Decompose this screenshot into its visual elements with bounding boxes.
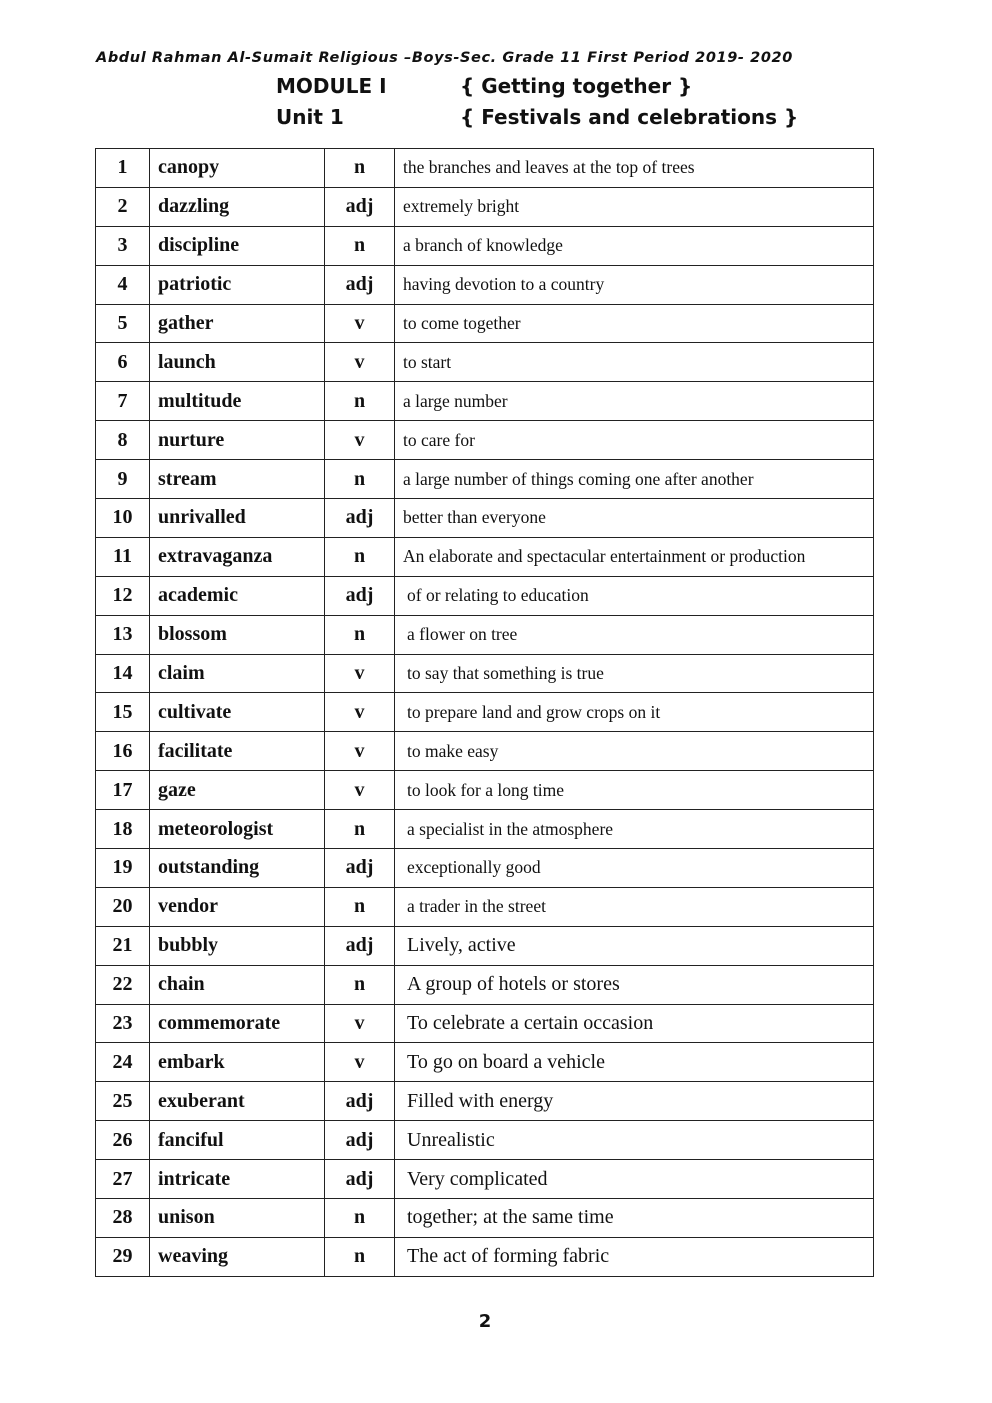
- vocabulary-word: canopy: [150, 149, 325, 188]
- vocabulary-word: extravaganza: [150, 537, 325, 576]
- part-of-speech: v: [325, 1043, 395, 1082]
- table-row: [96, 849, 874, 888]
- definition: having devotion to a country: [395, 265, 874, 304]
- table-row: [96, 1237, 874, 1276]
- row-number: 18: [96, 810, 150, 849]
- unit-name: { Festivals and celebrations }: [460, 105, 799, 129]
- vocabulary-word: patriotic: [150, 265, 325, 304]
- part-of-speech: v: [325, 732, 395, 771]
- part-of-speech: v: [325, 693, 395, 732]
- table-row: [96, 887, 874, 926]
- row-number: 7: [96, 382, 150, 421]
- definition: to look for a long time: [395, 771, 874, 810]
- vocabulary-word: exuberant: [150, 1082, 325, 1121]
- vocabulary-word: cultivate: [150, 693, 325, 732]
- definition: to come together: [395, 304, 874, 343]
- table-row: [96, 460, 874, 499]
- table-row: [96, 304, 874, 343]
- definition: The act of forming fabric: [395, 1237, 874, 1276]
- part-of-speech: n: [325, 382, 395, 421]
- vocabulary-word: nurture: [150, 421, 325, 460]
- part-of-speech: adj: [325, 187, 395, 226]
- row-number: 27: [96, 1160, 150, 1199]
- row-number: 12: [96, 576, 150, 615]
- table-row: [96, 537, 874, 576]
- vocabulary-table: [95, 148, 874, 1277]
- vocabulary-word: stream: [150, 460, 325, 499]
- definition: to say that something is true: [395, 654, 874, 693]
- definition: a large number: [395, 382, 874, 421]
- vocabulary-word: facilitate: [150, 732, 325, 771]
- vocabulary-word: embark: [150, 1043, 325, 1082]
- vocabulary-word: academic: [150, 576, 325, 615]
- table-row: [96, 265, 874, 304]
- definition: to care for: [395, 421, 874, 460]
- vocabulary-word: fanciful: [150, 1121, 325, 1160]
- definition: together; at the same time: [395, 1199, 874, 1238]
- unit-label: Unit 1: [276, 105, 344, 129]
- table-row: [96, 965, 874, 1004]
- part-of-speech: n: [325, 149, 395, 188]
- part-of-speech: adj: [325, 1082, 395, 1121]
- vocabulary-word: weaving: [150, 1237, 325, 1276]
- part-of-speech: adj: [325, 849, 395, 888]
- part-of-speech: adj: [325, 576, 395, 615]
- table-row: [96, 499, 874, 538]
- part-of-speech: v: [325, 654, 395, 693]
- table-row: [96, 149, 874, 188]
- definition: to prepare land and grow crops on it: [395, 693, 874, 732]
- vocabulary-word: intricate: [150, 1160, 325, 1199]
- definition: Lively, active: [395, 926, 874, 965]
- vocabulary-word: unrivalled: [150, 499, 325, 538]
- part-of-speech: n: [325, 887, 395, 926]
- table-row: [96, 343, 874, 382]
- part-of-speech: n: [325, 460, 395, 499]
- definition: better than everyone: [395, 499, 874, 538]
- vocabulary-word: meteorologist: [150, 810, 325, 849]
- table-row: [96, 1160, 874, 1199]
- row-number: 25: [96, 1082, 150, 1121]
- module-label: MODULE I: [276, 74, 387, 98]
- table-row: [96, 382, 874, 421]
- definition: An elaborate and spectacular entertainment or production: [395, 537, 874, 576]
- definition: to start: [395, 343, 874, 382]
- vocabulary-word: vendor: [150, 887, 325, 926]
- definition: a specialist in the atmosphere: [395, 810, 874, 849]
- table-row: [96, 810, 874, 849]
- part-of-speech: v: [325, 421, 395, 460]
- definition: a flower on tree: [395, 615, 874, 654]
- row-number: 1: [96, 149, 150, 188]
- definition: extremely bright: [395, 187, 874, 226]
- vocabulary-word: bubbly: [150, 926, 325, 965]
- part-of-speech: v: [325, 1004, 395, 1043]
- part-of-speech: adj: [325, 265, 395, 304]
- row-number: 6: [96, 343, 150, 382]
- definition: A group of hotels or stores: [395, 965, 874, 1004]
- table-row: [96, 226, 874, 265]
- table-row: [96, 1199, 874, 1238]
- table-row: [96, 1082, 874, 1121]
- row-number: 24: [96, 1043, 150, 1082]
- definition: to make easy: [395, 732, 874, 771]
- part-of-speech: adj: [325, 1160, 395, 1199]
- table-row: [96, 926, 874, 965]
- part-of-speech: n: [325, 226, 395, 265]
- table-row: [96, 1043, 874, 1082]
- part-of-speech: adj: [325, 1121, 395, 1160]
- table-row: [96, 1121, 874, 1160]
- row-number: 29: [96, 1237, 150, 1276]
- definition: the branches and leaves at the top of trees: [395, 149, 874, 188]
- table-row: [96, 615, 874, 654]
- row-number: 15: [96, 693, 150, 732]
- row-number: 28: [96, 1199, 150, 1238]
- row-number: 26: [96, 1121, 150, 1160]
- definition: To celebrate a certain occasion: [395, 1004, 874, 1043]
- row-number: 17: [96, 771, 150, 810]
- row-number: 16: [96, 732, 150, 771]
- row-number: 13: [96, 615, 150, 654]
- vocabulary-word: chain: [150, 965, 325, 1004]
- table-row: [96, 654, 874, 693]
- unit-title: [276, 105, 798, 129]
- vocabulary-word: blossom: [150, 615, 325, 654]
- definition: To go on board a vehicle: [395, 1043, 874, 1082]
- row-number: 3: [96, 226, 150, 265]
- table-row: [96, 732, 874, 771]
- vocabulary-word: launch: [150, 343, 325, 382]
- vocabulary-word: gather: [150, 304, 325, 343]
- table-row: [96, 1004, 874, 1043]
- table-row: [96, 421, 874, 460]
- row-number: 22: [96, 965, 150, 1004]
- definition: a trader in the street: [395, 887, 874, 926]
- part-of-speech: v: [325, 304, 395, 343]
- definition: Filled with energy: [395, 1082, 874, 1121]
- vocabulary-word: claim: [150, 654, 325, 693]
- row-number: 4: [96, 265, 150, 304]
- part-of-speech: v: [325, 343, 395, 382]
- table-row: [96, 187, 874, 226]
- table-row: [96, 771, 874, 810]
- part-of-speech: adj: [325, 926, 395, 965]
- part-of-speech: n: [325, 615, 395, 654]
- definition: of or relating to education: [395, 576, 874, 615]
- definition: a large number of things coming one after another: [395, 460, 874, 499]
- vocabulary-word: dazzling: [150, 187, 325, 226]
- vocabulary-word: multitude: [150, 382, 325, 421]
- row-number: 9: [96, 460, 150, 499]
- document-header: Abdul Rahman Al-Sumait Religious –Boys-Sec. Grade 11 First Period 2019- 2020: [96, 50, 793, 66]
- part-of-speech: n: [325, 965, 395, 1004]
- page-number: 2: [478, 1311, 492, 1332]
- part-of-speech: v: [325, 771, 395, 810]
- row-number: 8: [96, 421, 150, 460]
- row-number: 19: [96, 849, 150, 888]
- definition: Unrealistic: [395, 1121, 874, 1160]
- row-number: 2: [96, 187, 150, 226]
- row-number: 21: [96, 926, 150, 965]
- row-number: 20: [96, 887, 150, 926]
- row-number: 23: [96, 1004, 150, 1043]
- vocabulary-word: commemorate: [150, 1004, 325, 1043]
- vocabulary-word: outstanding: [150, 849, 325, 888]
- module-name: { Getting together }: [460, 74, 693, 98]
- part-of-speech: n: [325, 1199, 395, 1238]
- table-row: [96, 693, 874, 732]
- row-number: 11: [96, 537, 150, 576]
- row-number: 5: [96, 304, 150, 343]
- module-title: [276, 74, 692, 98]
- part-of-speech: adj: [325, 499, 395, 538]
- part-of-speech: n: [325, 1237, 395, 1276]
- part-of-speech: n: [325, 537, 395, 576]
- row-number: 10: [96, 499, 150, 538]
- definition: exceptionally good: [395, 849, 874, 888]
- definition: a branch of knowledge: [395, 226, 874, 265]
- table-row: [96, 576, 874, 615]
- row-number: 14: [96, 654, 150, 693]
- vocabulary-word: discipline: [150, 226, 325, 265]
- vocabulary-word: unison: [150, 1199, 325, 1238]
- part-of-speech: n: [325, 810, 395, 849]
- vocabulary-word: gaze: [150, 771, 325, 810]
- definition: Very complicated: [395, 1160, 874, 1199]
